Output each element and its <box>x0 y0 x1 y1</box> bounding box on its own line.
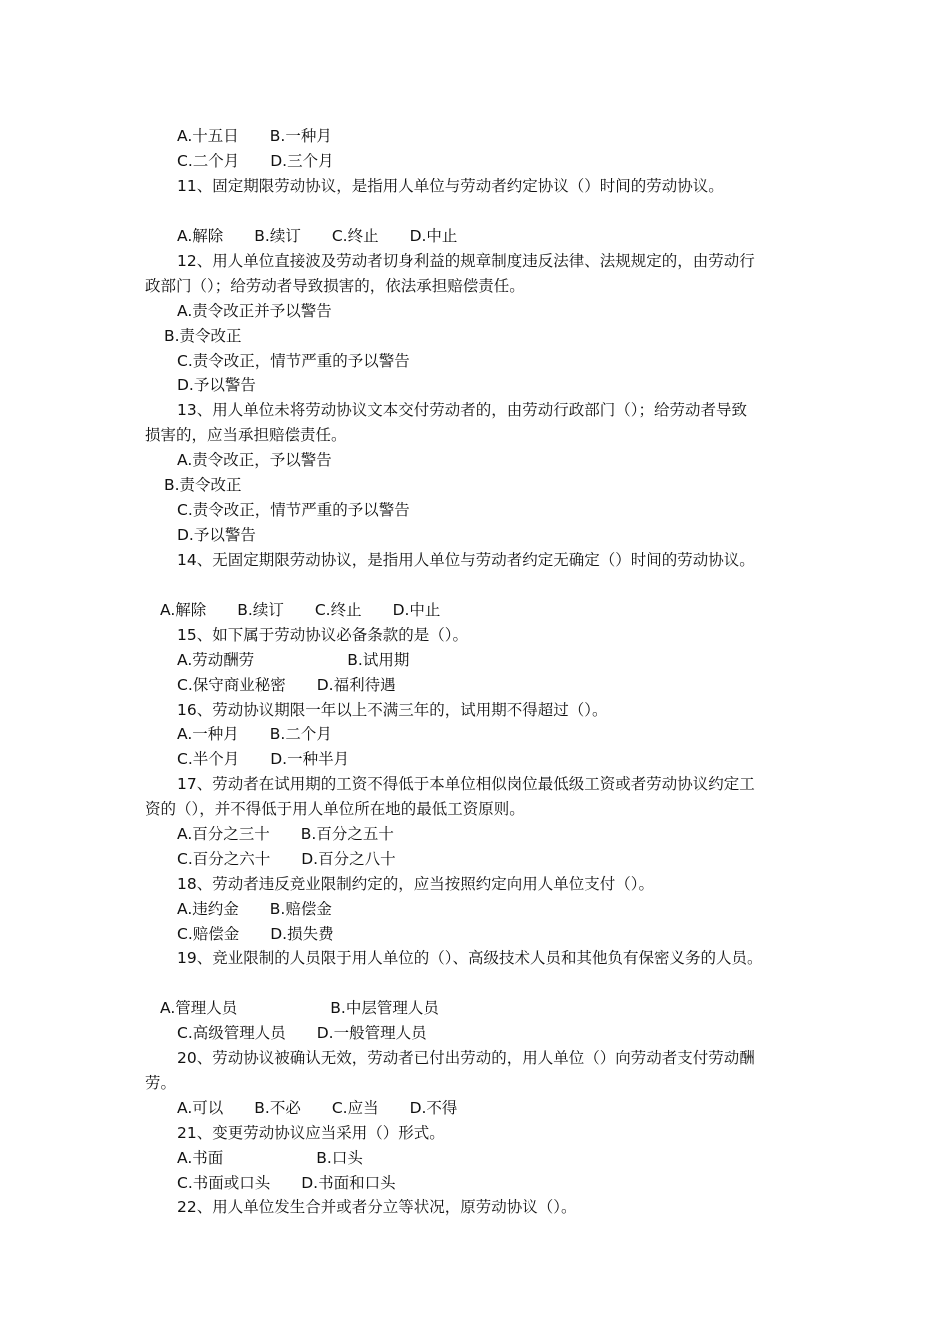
q15-text: 15、如下属于劳动协议必备条款的是（）。 <box>177 626 468 644</box>
q19-options-row2: C.高级管理人员 D.一般管理人员 <box>177 1024 427 1042</box>
q21-options-row1: A.书面 B.口头 <box>177 1149 363 1167</box>
q12-text-line1: 12、用人单位直接波及劳动者切身利益的规章制度违反法律、法规规定的，由劳动行 <box>177 252 755 270</box>
q12-text-line2: 政部门（）；给劳动者导致损害的，依法承担赔偿责任。 <box>145 277 525 295</box>
q11-options: A.解除 B.续订 C.终止 D.中止 <box>177 227 458 245</box>
q13-option-d: D.予以警告 <box>177 526 256 544</box>
q17-options-row2: C.百分之六十 D.百分之八十 <box>177 850 396 868</box>
q21-text: 21、变更劳动协议应当采用（）形式。 <box>177 1124 445 1142</box>
q19-text: 19、竞业限制的人员限于用人单位的（）、高级技术人员和其他负有保密义务的人员。 <box>177 949 763 967</box>
q20-text-line2: 劳。 <box>145 1074 177 1092</box>
q18-options-row2: C.赔偿金 D.损失费 <box>177 925 334 943</box>
q12-option-a: A.责令改正并予以警告 <box>177 302 332 320</box>
q17-text-line2: 资的（），并不得低于用人单位所在地的最低工资原则。 <box>145 800 525 818</box>
q13-text-line2: 损害的，应当承担赔偿责任。 <box>145 426 347 444</box>
q14-text: 14、无固定期限劳动协议，是指用人单位与劳动者约定无确定（）时间的劳动协议。 <box>177 551 755 569</box>
q17-options-row1: A.百分之三十 B.百分之五十 <box>177 825 394 843</box>
q12-option-d: D.予以警告 <box>177 376 256 394</box>
q22-text: 22、用人单位发生合并或者分立等状况，原劳动协议（）。 <box>177 1198 577 1216</box>
q16-text: 16、劳动协议期限一年以上不满三年的，试用期不得超过（）。 <box>177 701 608 719</box>
q13-text-line1: 13、用人单位未将劳动协议文本交付劳动者的，由劳动行政部门（）；给劳动者导致 <box>177 401 747 419</box>
q20-text-line1: 20、劳动协议被确认无效，劳动者已付出劳动的，用人单位（）向劳动者支付劳动酬 <box>177 1049 755 1067</box>
q18-text: 18、劳动者违反竞业限制约定的，应当按照约定向用人单位支付（）。 <box>177 875 654 893</box>
q18-options-row1: A.违约金 B.赔偿金 <box>177 900 332 918</box>
q16-options-row1: A.一种月 B.二个月 <box>177 725 332 743</box>
q19-options-row1: A.管理人员 B.中层管理人员 <box>160 999 439 1017</box>
q14-options: A.解除 B.续订 C.终止 D.中止 <box>160 601 441 619</box>
q10-options-row1: A.十五日 B.一种月 <box>177 127 332 145</box>
q17-text-line1: 17、劳动者在试用期的工资不得低于本单位相似岗位最低级工资或者劳动协议约定工 <box>177 775 755 793</box>
q15-options-row1: A.劳动酬劳 B.试用期 <box>177 651 410 669</box>
q20-options: A.可以 B.不必 C.应当 D.不得 <box>177 1099 458 1117</box>
q12-option-c: C.责令改正，情节严重的予以警告 <box>177 352 410 370</box>
q15-options-row2: C.保守商业秘密 D.福利待遇 <box>177 676 396 694</box>
q12-option-b: B.责令改正 <box>164 327 242 345</box>
q16-options-row2: C.半个月 D.一种半月 <box>177 750 350 768</box>
q11-text: 11、固定期限劳动协议，是指用人单位与劳动者约定协议（）时间的劳动协议。 <box>177 177 724 195</box>
q13-option-b: B.责令改正 <box>164 476 242 494</box>
q21-options-row2: C.书面或口头 D.书面和口头 <box>177 1174 396 1192</box>
q13-option-a: A.责令改正，予以警告 <box>177 451 332 469</box>
q13-option-c: C.责令改正，情节严重的予以警告 <box>177 501 410 519</box>
q10-options-row2: C.二个月 D.三个月 <box>177 152 334 170</box>
